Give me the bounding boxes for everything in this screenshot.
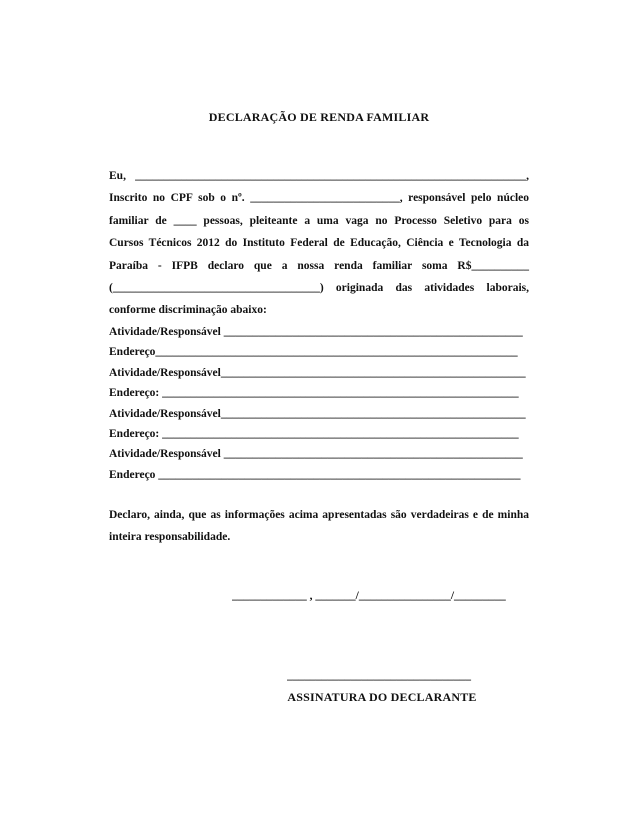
paragraph-line: Paraíba - IFPB declaro que a nossa renda familiar soma R$__________ xyxy=(109,259,529,272)
entry-address: Endereço _______________________________________________________________ xyxy=(109,468,521,481)
entry-activity: Atividade/Responsável ____________________________________________________ xyxy=(109,448,523,461)
paragraph-line: Eu, ____________________________________________________________________, xyxy=(109,170,529,182)
entry-activity: Atividade/Responsável_____________________________________________________ xyxy=(109,407,526,420)
place-date-line: _____________ , _______/________________/_________ xyxy=(232,590,506,602)
closing-statement xyxy=(109,504,529,548)
entry-activity: Atividade/Responsável_____________________________________________________ xyxy=(109,366,526,379)
signature-label: ASSINATURA DO DECLARANTE xyxy=(287,690,477,704)
paragraph-line: familiar de ____ pessoas, pleiteante a uma vaga no Processo Seletivo para os xyxy=(109,214,529,227)
paragraph-line: Cursos Técnicos 2012 do Instituto Federal de Educação, Ciência e Tecnologia da xyxy=(109,237,529,250)
signature-line: ________________________________ xyxy=(287,670,471,682)
paragraph-line: (____________________________________) originada das atividades laborais, xyxy=(109,282,529,295)
closing-line: inteira responsabilidade. xyxy=(109,531,231,543)
income-entries-list xyxy=(109,322,529,485)
document-title: DECLARAÇÃO DE RENDA FAMILIAR xyxy=(208,110,430,124)
closing-line: Declaro, ainda, que as informações acima apresentadas são verdadeiras e de minha xyxy=(109,509,529,521)
entry-activity: Atividade/Responsável ____________________________________________________ xyxy=(109,326,523,338)
entry-address: Endereço: ______________________________________________________________ xyxy=(109,387,519,400)
paragraph-line: conforme discriminação abaixo: xyxy=(109,304,267,317)
paragraph-line: Inscrito no CPF sob o nº. __________________________, responsável pelo núcleo xyxy=(109,192,529,205)
declaration-paragraph xyxy=(109,165,529,322)
entry-address: Endereço: ______________________________________________________________ xyxy=(109,427,519,440)
entry-address: Endereço_______________________________________________________________ xyxy=(109,346,518,359)
